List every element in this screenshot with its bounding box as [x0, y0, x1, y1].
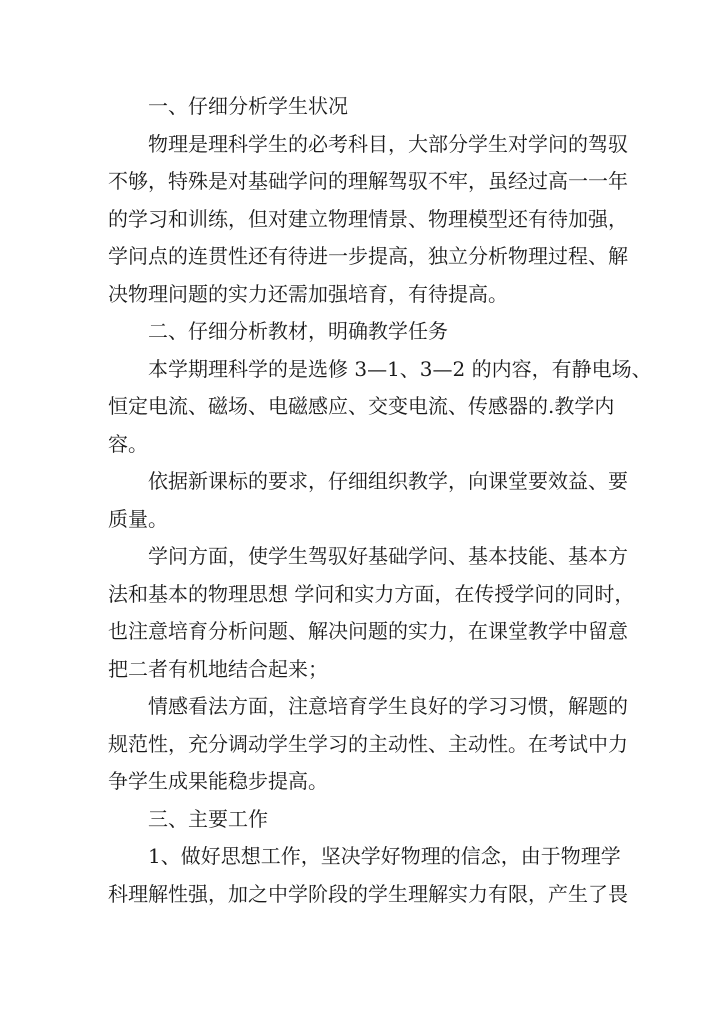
paragraph-line: 的学习和训练，但对建立物理情景、物理模型还有待加强，: [108, 206, 628, 231]
document-page: [108, 88, 652, 913]
paragraph-line: 学问点的连贯性还有待进一步提高，独立分析物理过程、解: [108, 244, 628, 268]
paragraph-line: 科理解性强，加之中学阶段的学生理解实力有限，产生了畏: [108, 881, 628, 906]
section-heading-2: 二、仔细分析教材，明确教学任务: [148, 319, 448, 343]
paragraph-line: 质量。: [108, 506, 168, 531]
paragraph-line: 把二者有机地结合起来；: [108, 656, 328, 681]
paragraph-line: 争学生成果能稳步提高。: [108, 769, 328, 793]
paragraph-line: 学问方面，使学生驾驭好基础学问、基本技能、基本方: [148, 544, 628, 568]
paragraph-line: 规范性，充分调动学生学习的主动性、主动性。在考试中力: [108, 731, 628, 756]
paragraph-line: 依据新课标的要求，仔细组织教学，向课堂要效益、要: [148, 469, 628, 493]
paragraph-line: 不够，特殊是对基础学问的理解驾驭不牢，虽经过高一一年: [108, 169, 628, 193]
paragraph-line: 物理是理科学生的必考科目，大部分学生对学问的驾驭: [148, 131, 628, 156]
paragraph-line: 1、做好思想工作，坚决学好物理的信念，由于物理学: [148, 844, 621, 868]
paragraph-line: 容。: [108, 431, 148, 456]
paragraph-line: 决物理问题的实力还需加强培育，有待提高。: [108, 281, 508, 306]
paragraph-line: 恒定电流、磁场、电磁感应、交变电流、传感器的.教学内: [108, 394, 615, 418]
paragraph-line: 情感看法方面，注意培育学生良好的学习习惯，解题的: [148, 694, 628, 718]
paragraph-line: 也注意培育分析问题、解决问题的实力，在课堂教学中留意: [108, 619, 628, 643]
paragraph-line: 本学期理科学的是选修 3—1、3—2 的内容，有静电场、: [148, 356, 652, 381]
section-heading-1: 一、仔细分析学生状况: [148, 94, 348, 118]
section-heading-3: 三、主要工作: [148, 806, 268, 831]
paragraph-line: 法和基本的物理思想 学问和实力方面，在传授学问的同时，: [108, 581, 635, 606]
